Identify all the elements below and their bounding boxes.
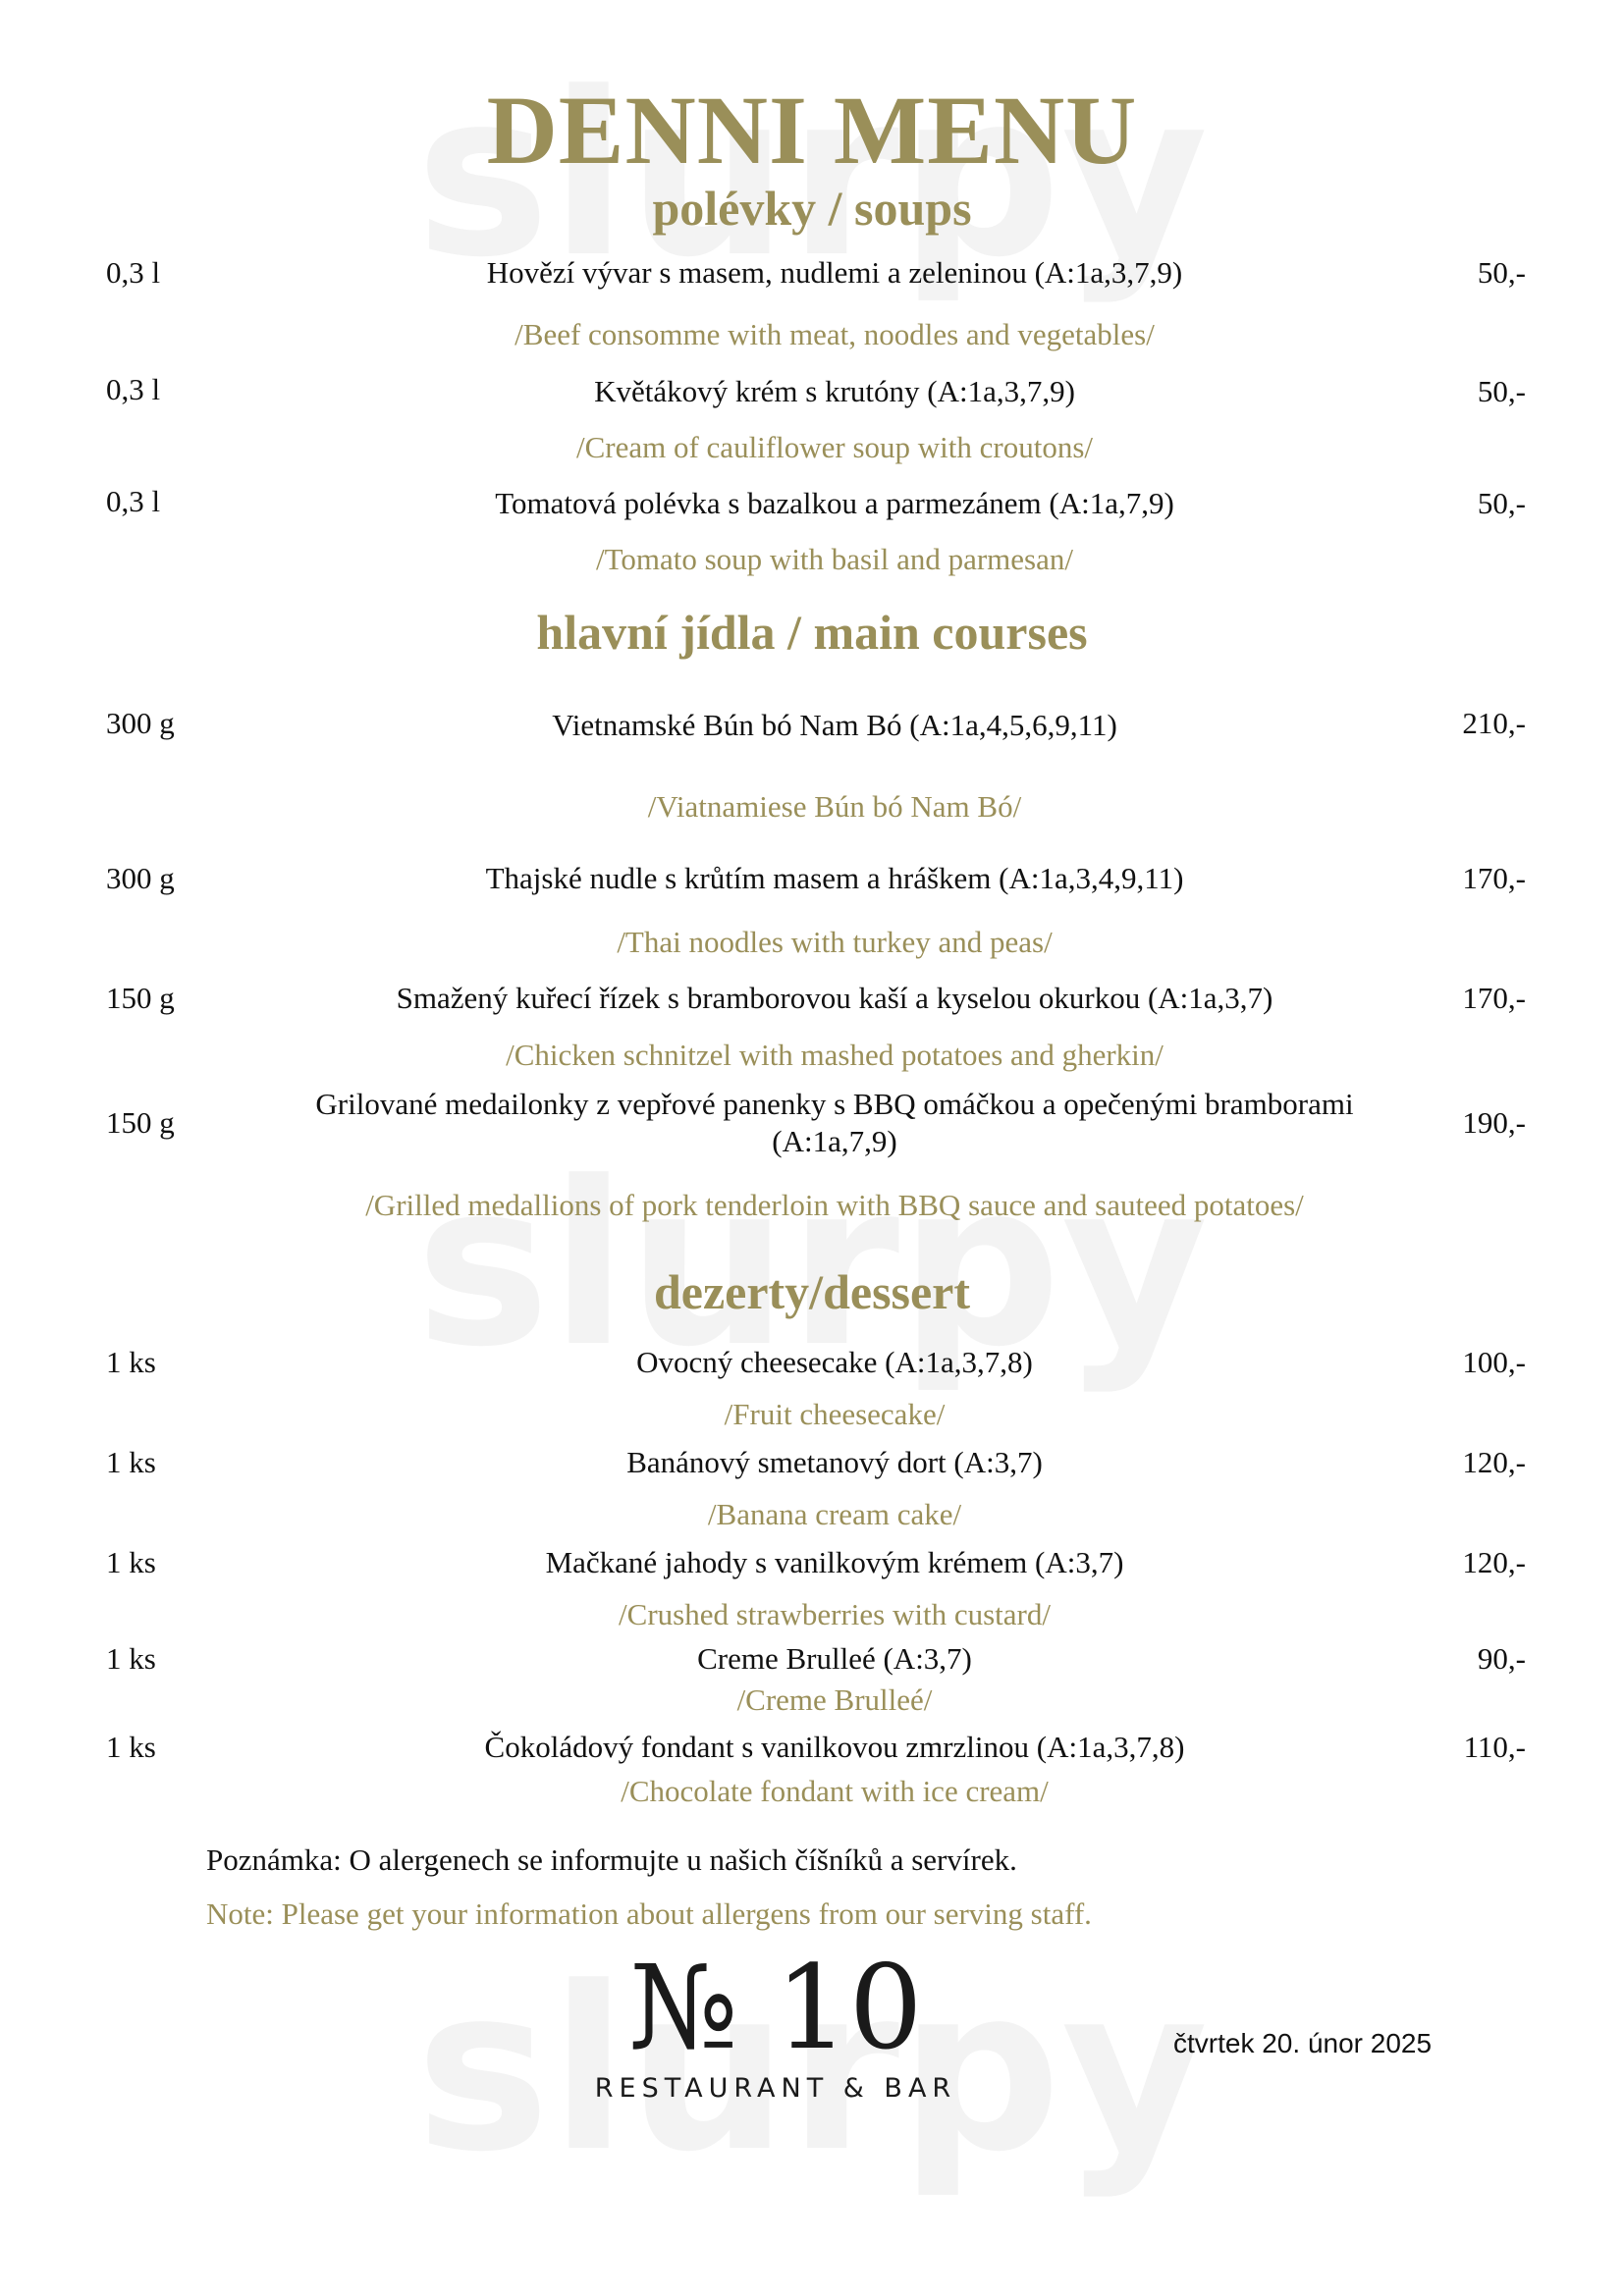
main-1-qty: 300 g [106,706,175,740]
dessert-5-name: Čokoládový fondant s vanilkovou zmrzlinou (A:1a,3,7,8) [484,1730,1185,1764]
soup-2-name: Květákový krém s krutóny (A:1a,3,7,9) [594,374,1075,408]
section-soups-heading: polévky / soups [652,181,972,236]
soup-3-translation: /Tomato soup with basil and parmesan/ [596,542,1073,576]
allergen-note-en: Note: Please get your information about allergens from our serving staff. [206,1896,1092,1931]
dessert-1-translation: /Fruit cheesecake/ [724,1397,946,1431]
dessert-4-name: Creme Brulleé (A:3,7) [697,1641,972,1676]
section-desserts-heading: dezerty/dessert [653,1264,971,1319]
soup-1-qty: 0,3 l [106,255,161,290]
main-4-price: 190,- [1462,1105,1526,1140]
main-1-price: 210,- [1462,706,1526,740]
main-4-name-allergens: (A:1a,7,9) [772,1124,897,1158]
main-1-translation: /Viatnamiese Bún bó Nam Bó/ [647,789,1022,824]
soup-2-price: 50,- [1477,374,1526,408]
dessert-5-price: 110,- [1463,1730,1526,1764]
main-4-name: Grilované medailonky z vepřové panenky s BBQ omáčkou a opečenými bramborami [315,1087,1354,1121]
dessert-3-translation: /Crushed strawberries with custard/ [619,1597,1051,1631]
main-2-qty: 300 g [106,861,175,895]
soup-3-price: 50,- [1477,486,1526,520]
section-mains-heading: hlavní jídla / main courses [536,605,1088,660]
dessert-3-name: Mačkané jahody s vanilkovým krémem (A:3,7) [545,1545,1124,1579]
main-2-name: Thajské nudle s krůtím masem a hráškem (A:1a,3,4,9,11) [485,861,1184,895]
dessert-2-translation: /Banana cream cake/ [707,1497,962,1531]
dessert-4-qty: 1 ks [106,1641,156,1676]
dessert-4-price: 90,- [1477,1641,1526,1676]
dessert-1-name: Ovocný cheesecake (A:1a,3,7,8) [636,1345,1033,1379]
soup-1-price: 50,- [1477,255,1526,290]
dessert-2-qty: 1 ks [106,1445,156,1479]
soup-1-translation: /Beef consomme with meat, noodles and vegetables/ [514,317,1155,351]
dessert-1-price: 100,- [1462,1345,1526,1379]
dessert-5-qty: 1 ks [106,1730,156,1764]
dessert-2-name: Banánový smetanový dort (A:3,7) [626,1445,1043,1479]
restaurant-logo: № 10 [628,1940,923,2075]
soup-2-translation: /Cream of cauliflower soup with croutons/ [575,430,1094,464]
dessert-2-price: 120,- [1462,1445,1526,1479]
main-3-qty: 150 g [106,981,175,1015]
soup-3-name: Tomatová polévka s bazalkou a parmezánem (A:1a,7,9) [495,486,1174,520]
main-4-qty: 150 g [106,1105,175,1140]
dessert-1-qty: 1 ks [106,1345,156,1379]
dessert-3-qty: 1 ks [106,1545,156,1579]
allergen-note-cz: Poznámka: O alergenech se informujte u našich číšníků a servírek. [206,1842,1017,1877]
soup-3-qty: 0,3 l [106,484,161,518]
main-2-price: 170,- [1462,861,1526,895]
main-2-translation: /Thai noodles with turkey and peas/ [617,925,1053,959]
main-3-price: 170,- [1462,981,1526,1015]
restaurant-logo-subtitle: RESTAURANT & BAR [594,2073,957,2104]
dessert-5-translation: /Chocolate fondant with ice cream/ [621,1774,1049,1808]
main-4-translation: /Grilled medallions of pork tenderloin with BBQ sauce and sauteed potatoes/ [365,1188,1304,1222]
soup-2-qty: 0,3 l [106,372,161,406]
main-1-name: Vietnamské Bún bó Nam Bó (A:1a,4,5,6,9,11) [552,708,1117,742]
main-3-translation: /Chicken schnitzel with mashed potatoes and gherkin/ [506,1038,1164,1072]
menu-title: DENNI MENU [486,76,1138,185]
dessert-3-price: 120,- [1462,1545,1526,1579]
dessert-4-translation: /Creme Brulleé/ [736,1682,933,1717]
menu-date: čtvrtek 20. únor 2025 [1173,2028,1433,2058]
soup-1-name: Hovězí vývar s masem, nudlemi a zeleninou (A:1a,3,7,9) [486,255,1183,290]
main-3-name: Smažený kuřecí řízek s bramborovou kaší a kyselou okurkou (A:1a,3,7) [396,981,1273,1015]
